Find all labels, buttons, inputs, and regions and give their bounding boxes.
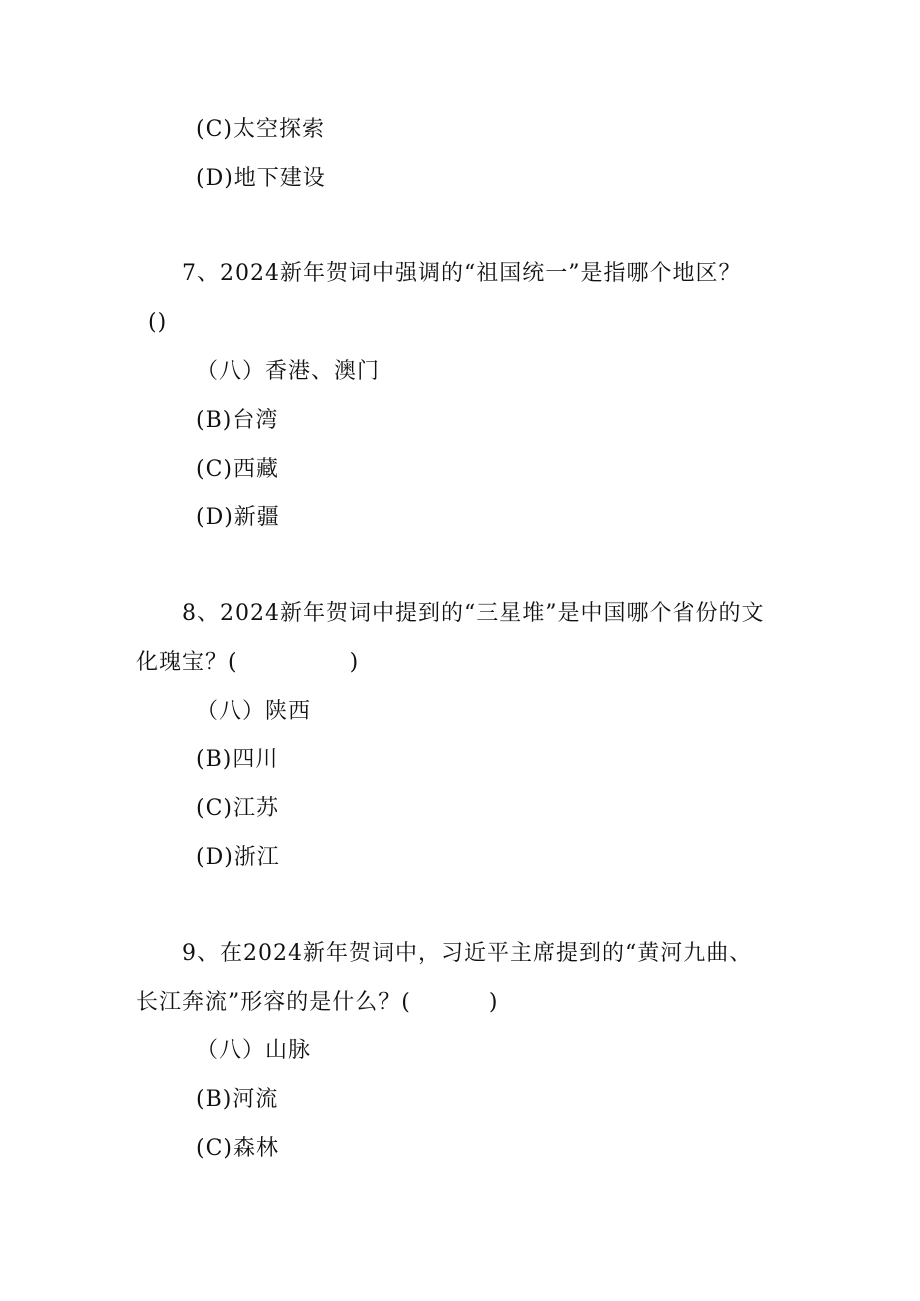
question-8-option-b: (B)四川	[196, 747, 279, 772]
closing-paren: )	[488, 990, 499, 1015]
question-7-text: 7、2024新年贺词中强调的“祖国统一”是指哪个地区？	[182, 261, 742, 286]
question-8-option-a: （八）陕西	[196, 699, 312, 724]
question-8-option-c: (C)江苏	[196, 796, 279, 821]
question-7-answer-blank: ()	[148, 310, 168, 335]
question-7-option-a: （八）香港、澳门	[196, 359, 381, 384]
question-9-text: 9、在2024新年贺词中，习近平主席提到的“黄河九曲、	[182, 941, 753, 966]
question-7-option-c: (C)西藏	[196, 457, 279, 482]
question-9-text-continued	[136, 988, 498, 1018]
option-c: (C)太空探索	[196, 117, 325, 142]
question-9-option-a: （八）山脉	[196, 1038, 312, 1063]
question-9-option-c: (C)森林	[196, 1136, 279, 1161]
question-8-text-tail: 化瑰宝？(	[136, 650, 238, 675]
question-7-option-b: (B)台湾	[196, 408, 279, 433]
question-7-option-d: (D)新疆	[196, 505, 280, 530]
option-d: (D)地下建设	[196, 166, 326, 191]
question-8-text: 8、2024新年贺词中提到的“三星堆”是中国哪个省份的文	[182, 601, 765, 626]
question-9-option-b: (B)河流	[196, 1087, 279, 1112]
question-8-text-continued	[136, 648, 359, 678]
closing-paren: )	[349, 650, 360, 675]
question-8-option-d: (D)浙江	[196, 845, 280, 870]
question-9-text-tail: 长江奔流”形容的是什么？(	[136, 990, 411, 1015]
